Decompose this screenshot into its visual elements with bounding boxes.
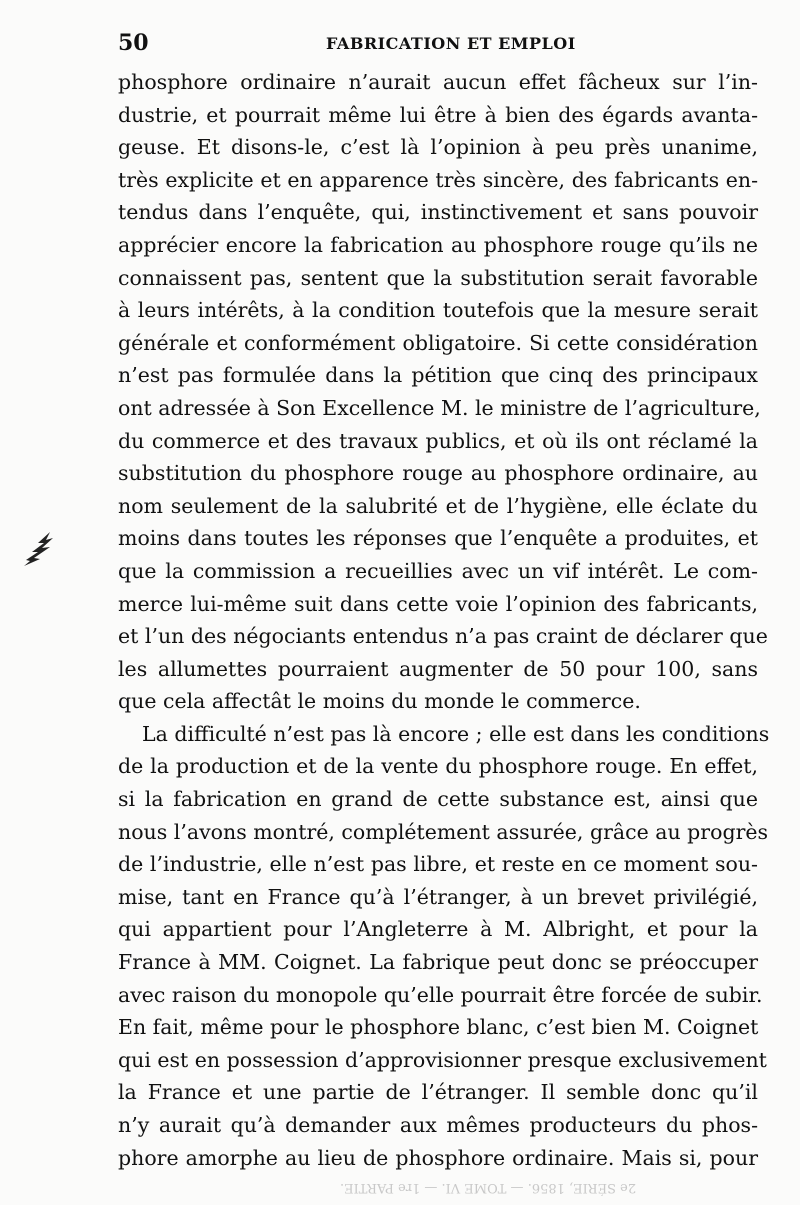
text-line: dustrie, et pourrait même lui être à bien des égards avanta- xyxy=(118,102,758,127)
text-line: à leurs intérêts, à la condition toutefois que la mesure serait xyxy=(118,298,758,323)
page-number: 50 xyxy=(118,30,149,56)
text-line: n’y aurait qu’à demander aux mêmes producteurs du phos- xyxy=(118,1113,758,1137)
bleed-through-signature: 2e SÉRIE, 1856. — TOME VI. — 1re PARTIE. xyxy=(340,1180,637,1195)
text-line: tendus dans l’enquête, qui, instinctivement et sans pouvoir xyxy=(118,200,758,225)
text-line: merce lui-même suit dans cette voie l’opinion des fabricants, xyxy=(118,591,758,616)
text-line: qui est en possession d’approvisionner presque exclusivement xyxy=(118,1047,767,1072)
text-line: mise, tant en France qu’à l’étranger, à un brevet privilégié, xyxy=(118,884,758,909)
text-line: connaissent pas, sentent que la substitution serait favorable xyxy=(118,265,758,290)
text-line: de la production et de la vente du phosphore rouge. En effet, xyxy=(118,754,758,779)
text-line: très explicite et en apparence très sincère, des fabricants en- xyxy=(118,167,758,192)
page-header xyxy=(118,30,758,60)
text-line: moins dans toutes les réponses que l’enquête a produites, et xyxy=(118,526,758,551)
running-head: FABRICATION ET EMPLOI xyxy=(326,34,576,53)
text-line: France à MM. Coignet. La fabrique peut donc se préoccuper xyxy=(118,950,758,975)
text-line: que la commission a recueillies avec un vif intérêt. Le com- xyxy=(118,558,758,583)
text-line: avec raison du monopole qu’elle pourrait être forcée de subir. xyxy=(118,982,763,1007)
text-line: phore amorphe au lieu de phosphore ordinaire. Mais si, pour xyxy=(118,1145,758,1170)
text-line: phosphore ordinaire n’aurait aucun effet fâcheux sur l’in- xyxy=(118,70,758,94)
text-line: ont adressée à Son Excellence M. le ministre de l’agriculture, xyxy=(118,395,761,420)
text-line: de l’industrie, elle n’est pas libre, et reste en ce moment sou- xyxy=(118,852,758,877)
paragraph-start-line: La difficulté n’est pas là encore ; elle est dans les conditions xyxy=(142,721,770,746)
text-line: la France et une partie de l’étranger. Il semble donc qu’il xyxy=(118,1080,758,1105)
text-line: geuse. Et disons-le, c’est là l’opinion à peu près unanime, xyxy=(118,135,758,160)
text-line: n’est pas formulée dans la pétition que cinq des principaux xyxy=(118,363,758,388)
text-line: qui appartient pour l’Angleterre à M. Albright, et pour la xyxy=(118,917,758,942)
text-line: substitution du phosphore rouge au phosphore ordinaire, au xyxy=(118,461,758,486)
text-line: les allumettes pourraient augmenter de 50 pour 100, sans xyxy=(118,656,758,681)
paragraph-end-line: que cela affectât le moins du monde le commerce. xyxy=(118,689,641,714)
text-line: générale et conformément obligatoire. Si cette considération xyxy=(118,330,758,355)
text-line: nous l’avons montré, complétement assurée, grâce au progrès xyxy=(118,819,769,844)
text-line: et l’un des négociants entendus n’a pas craint de déclarer que xyxy=(118,624,768,649)
text-line: En fait, même pour le phosphore blanc, c’est bien M. Coignet xyxy=(118,1015,759,1040)
text-line: si la fabrication en grand de cette substance est, ainsi que xyxy=(118,787,758,812)
body-text xyxy=(118,66,770,1174)
text-line: nom seulement de la salubrité et de l’hygiène, elle éclate du xyxy=(118,493,758,518)
text-line: apprécier encore la fabrication au phosphore rouge qu’ils ne xyxy=(118,232,758,257)
text-line: du commerce et des travaux publics, et où ils ont réclamé la xyxy=(118,428,758,453)
ink-smudge-icon xyxy=(20,528,56,568)
